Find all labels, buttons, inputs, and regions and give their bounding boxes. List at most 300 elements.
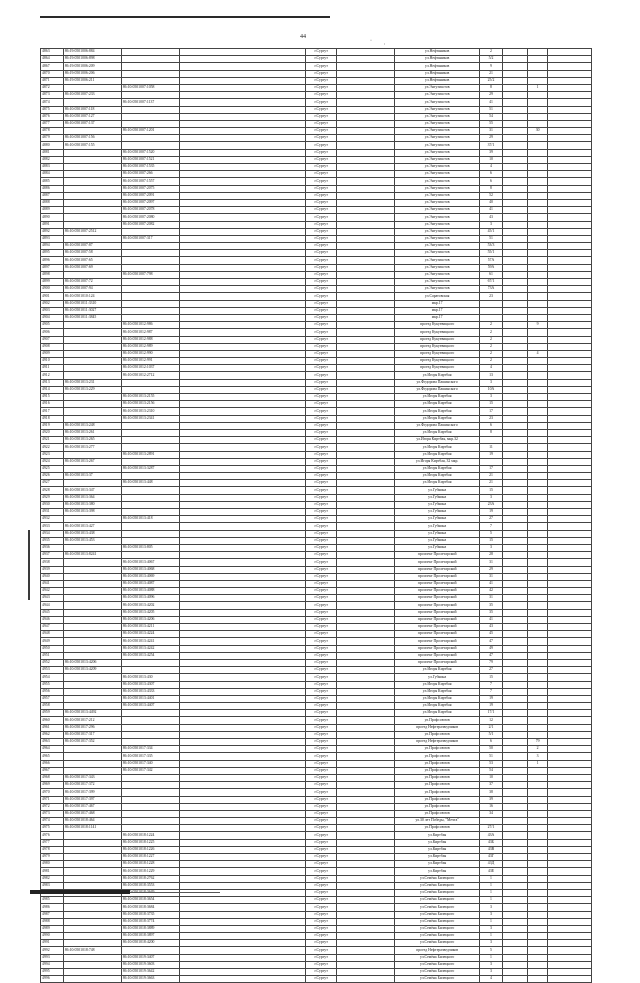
row-number: 4944 bbox=[41, 602, 64, 609]
cadastral-number-alt: 86:10:0501013:4401 bbox=[121, 695, 179, 702]
cadastral-number: 86:10:0501017:296 bbox=[63, 724, 121, 731]
blank-cell bbox=[502, 947, 527, 954]
street-cell: ул.Энтузиастов bbox=[395, 243, 480, 250]
row-number: 4964 bbox=[41, 746, 64, 753]
extra-cell bbox=[527, 731, 548, 738]
blank-cell bbox=[337, 717, 395, 724]
cadastral-number: 86:10:0501007:155 bbox=[63, 142, 121, 149]
blank-cell bbox=[548, 415, 592, 422]
row-number: 4976 bbox=[41, 832, 64, 839]
table-row bbox=[41, 99, 592, 106]
blank-cell bbox=[337, 861, 395, 868]
house-cell: 41 bbox=[480, 207, 503, 214]
blank-cell bbox=[337, 530, 395, 537]
table-row bbox=[41, 796, 592, 803]
row-number: 4945 bbox=[41, 609, 64, 616]
blank-cell bbox=[548, 767, 592, 774]
cadastral-number bbox=[63, 451, 121, 458]
table-row bbox=[41, 566, 592, 573]
row-number: 4952 bbox=[41, 659, 64, 666]
blank-cell bbox=[502, 609, 527, 616]
extra-cell bbox=[527, 774, 548, 781]
house-cell: 40 bbox=[480, 199, 503, 206]
blank-cell bbox=[179, 897, 305, 904]
cadastral-number: 86:10:0501010:124 bbox=[63, 293, 121, 300]
city-cell: г.Сургут bbox=[306, 243, 337, 250]
row-number: 4963 bbox=[41, 739, 64, 746]
table-row bbox=[41, 422, 592, 429]
extra-cell bbox=[527, 70, 548, 77]
house-cell: 19 bbox=[480, 703, 503, 710]
house-cell: 23 bbox=[480, 415, 503, 422]
row-number: 4985 bbox=[41, 897, 64, 904]
cadastral-number-alt: 86:10:0501013:2156 bbox=[121, 401, 179, 408]
blank-cell bbox=[337, 537, 395, 544]
cadastral-number bbox=[63, 99, 121, 106]
house-cell: 61 bbox=[480, 271, 503, 278]
row-number: 4961 bbox=[41, 724, 64, 731]
cadastral-number: 86:10:0501017:467 bbox=[63, 803, 121, 810]
blank-cell bbox=[548, 703, 592, 710]
blank-cell bbox=[179, 49, 305, 56]
blank-cell bbox=[337, 882, 395, 889]
table-row bbox=[41, 674, 592, 681]
row-number: 4888 bbox=[41, 199, 64, 206]
blank-cell bbox=[179, 415, 305, 422]
blank-cell bbox=[502, 832, 527, 839]
blank-cell bbox=[502, 544, 527, 551]
blank-cell bbox=[502, 710, 527, 717]
house-cell: 51 bbox=[480, 106, 503, 113]
row-number: 4900 bbox=[41, 286, 64, 293]
city-cell: г.Сургут bbox=[306, 746, 337, 753]
street-cell: ул.Энтузиастов bbox=[395, 99, 480, 106]
blank-cell bbox=[502, 422, 527, 429]
blank-cell bbox=[548, 753, 592, 760]
cadastral-number-alt: 86:10:0501013:4067 bbox=[121, 559, 179, 566]
street-cell: ул.Семёна Билецкого bbox=[395, 925, 480, 932]
street-cell: ул.Игоря Киртбая bbox=[395, 444, 480, 451]
blank-cell bbox=[179, 171, 305, 178]
row-number: 4958 bbox=[41, 703, 64, 710]
cadastral-number-alt: 86:10:0501013:4205 bbox=[121, 609, 179, 616]
blank-cell bbox=[502, 135, 527, 142]
register-body bbox=[41, 49, 592, 983]
blank-cell bbox=[502, 250, 527, 257]
city-cell: г.Сургут bbox=[306, 918, 337, 925]
blank-cell bbox=[179, 271, 305, 278]
street-cell: ул.Игоря Киртбая bbox=[395, 681, 480, 688]
extra-cell bbox=[527, 839, 548, 846]
street-cell: ул.Профсоюзов bbox=[395, 774, 480, 781]
blank-cell bbox=[179, 854, 305, 861]
city-cell: г.Сургут bbox=[306, 250, 337, 257]
cadastral-number-alt: 86:10:0501007:266 bbox=[121, 171, 179, 178]
house-cell: 19 bbox=[480, 509, 503, 516]
cadastral-number: 86:10:0501013:267 bbox=[63, 458, 121, 465]
city-cell: г.Сургут bbox=[306, 56, 337, 63]
blank-cell bbox=[548, 480, 592, 487]
cadastral-number-alt bbox=[121, 731, 179, 738]
house-cell: 29 bbox=[480, 135, 503, 142]
city-cell: г.Сургут bbox=[306, 99, 337, 106]
table-row bbox=[41, 803, 592, 810]
house-cell: 67/1 bbox=[480, 279, 503, 286]
city-cell: г.Сургут bbox=[306, 954, 337, 961]
row-number: 4925 bbox=[41, 465, 64, 472]
city-cell: г.Сургут bbox=[306, 925, 337, 932]
house-cell: 5/1 bbox=[480, 731, 503, 738]
city-cell: г.Сургут bbox=[306, 358, 337, 365]
table-row bbox=[41, 437, 592, 444]
blank-cell bbox=[179, 825, 305, 832]
row-number: 4923 bbox=[41, 451, 64, 458]
cadastral-number-alt: 86:10:0501012:986 bbox=[121, 322, 179, 329]
cadastral-number-alt bbox=[121, 458, 179, 465]
row-number: 4910 bbox=[41, 358, 64, 365]
blank-cell bbox=[548, 652, 592, 659]
table-row bbox=[41, 882, 592, 889]
cadastral-number-alt: 86:10:0501012:988 bbox=[121, 336, 179, 343]
city-cell: г.Сургут bbox=[306, 185, 337, 192]
table-row bbox=[41, 573, 592, 580]
city-cell: г.Сургут bbox=[306, 947, 337, 954]
street-cell: ул.Губкина bbox=[395, 537, 480, 544]
house-cell: 41 bbox=[480, 99, 503, 106]
blank-cell bbox=[179, 573, 305, 580]
blank-cell bbox=[502, 882, 527, 889]
cadastral-number-alt: 86:10:0501018:1224 bbox=[121, 832, 179, 839]
table-row bbox=[41, 731, 592, 738]
table-row bbox=[41, 717, 592, 724]
blank-cell bbox=[502, 199, 527, 206]
blank-cell bbox=[502, 595, 527, 602]
blank-cell bbox=[502, 429, 527, 436]
city-cell: г.Сургут bbox=[306, 544, 337, 551]
blank-cell bbox=[502, 911, 527, 918]
blank-cell bbox=[179, 221, 305, 228]
table-row bbox=[41, 588, 592, 595]
blank-cell bbox=[179, 358, 305, 365]
blank-cell bbox=[548, 429, 592, 436]
city-cell: г.Сургут bbox=[306, 63, 337, 70]
row-number: 4922 bbox=[41, 444, 64, 451]
house-cell: 1 bbox=[480, 897, 503, 904]
cadastral-number-alt bbox=[121, 70, 179, 77]
house-cell: 6 bbox=[480, 739, 503, 746]
blank-cell bbox=[502, 271, 527, 278]
cadastral-number: 86:10:0501007:72 bbox=[63, 279, 121, 286]
street-cell: ул.Профсоюзов bbox=[395, 717, 480, 724]
blank-cell bbox=[337, 487, 395, 494]
city-cell: г.Сургут bbox=[306, 422, 337, 429]
cadastral-number: 86:10:0501013:261 bbox=[63, 429, 121, 436]
city-cell: г.Сургут bbox=[306, 868, 337, 875]
city-cell: г.Сургут bbox=[306, 731, 337, 738]
city-cell: г.Сургут bbox=[306, 192, 337, 199]
house-cell: 35 bbox=[480, 609, 503, 616]
city-cell: г.Сургут bbox=[306, 235, 337, 242]
house-cell: 6 bbox=[480, 178, 503, 185]
house-cell: 19 bbox=[480, 695, 503, 702]
city-cell: г.Сургут bbox=[306, 113, 337, 120]
table-row bbox=[41, 84, 592, 91]
row-number: 4959 bbox=[41, 710, 64, 717]
blank-cell bbox=[548, 688, 592, 695]
table-row bbox=[41, 164, 592, 171]
street-cell: ул.Киртбая bbox=[395, 861, 480, 868]
cadastral-number-alt bbox=[121, 825, 179, 832]
street-cell: ул.Семёна Билецкого bbox=[395, 889, 480, 896]
extra-cell bbox=[527, 214, 548, 221]
cadastral-number: 86:10:0501013:438 bbox=[63, 530, 121, 537]
house-cell: 2 bbox=[480, 336, 503, 343]
blank-cell bbox=[179, 365, 305, 372]
blank-cell bbox=[179, 969, 305, 976]
cadastral-number-alt bbox=[121, 422, 179, 429]
house-cell: 51 bbox=[480, 235, 503, 242]
blank-cell bbox=[337, 552, 395, 559]
blank-cell bbox=[179, 192, 305, 199]
extra-cell bbox=[527, 796, 548, 803]
cadastral-number-alt: 86:10:0501007:1557 bbox=[121, 178, 179, 185]
street-cell: ул.Игоря Киртбая bbox=[395, 480, 480, 487]
street-cell: ул.Энтузиастов bbox=[395, 250, 480, 257]
house-cell: 10А bbox=[480, 386, 503, 393]
cadastral-number: 86:10:0501011:3845 bbox=[63, 314, 121, 321]
house-cell: 1 bbox=[480, 933, 503, 940]
blank-cell bbox=[548, 77, 592, 84]
extra-cell bbox=[527, 415, 548, 422]
cadastral-number bbox=[63, 394, 121, 401]
extra-cell bbox=[527, 501, 548, 508]
house-cell: 3 bbox=[480, 969, 503, 976]
city-cell: г.Сургут bbox=[306, 681, 337, 688]
cadastral-number: 86:10:0501013:347 bbox=[63, 487, 121, 494]
blank-cell bbox=[548, 918, 592, 925]
street-cell: ул.Энтузиастов bbox=[395, 106, 480, 113]
city-cell: г.Сургут bbox=[306, 264, 337, 271]
extra-cell bbox=[527, 825, 548, 832]
blank-cell bbox=[337, 710, 395, 717]
blank-cell bbox=[548, 925, 592, 932]
blank-cell bbox=[179, 185, 305, 192]
blank-cell bbox=[337, 264, 395, 271]
blank-cell bbox=[502, 92, 527, 99]
house-cell: 27 bbox=[480, 667, 503, 674]
cadastral-number-alt: 86:10:0501013:4307 bbox=[121, 681, 179, 688]
cadastral-number bbox=[63, 178, 121, 185]
bottom-rule-thin bbox=[130, 892, 220, 893]
cadastral-number bbox=[63, 861, 121, 868]
blank-cell bbox=[337, 307, 395, 314]
extra-cell bbox=[527, 199, 548, 206]
blank-cell bbox=[548, 976, 592, 983]
city-cell: г.Сургут bbox=[306, 861, 337, 868]
table-row bbox=[41, 156, 592, 163]
blank-cell bbox=[502, 552, 527, 559]
street-cell: ул.Игоря Киртбая, мкр.32 bbox=[395, 437, 480, 444]
table-row bbox=[41, 336, 592, 343]
table-row bbox=[41, 473, 592, 480]
extra-cell bbox=[527, 595, 548, 602]
extra-cell bbox=[527, 444, 548, 451]
blank-cell bbox=[548, 954, 592, 961]
house-cell: 8 bbox=[480, 429, 503, 436]
blank-cell bbox=[502, 925, 527, 932]
blank-cell bbox=[548, 839, 592, 846]
cadastral-number-alt bbox=[121, 120, 179, 127]
cadastral-number-alt bbox=[121, 710, 179, 717]
street-cell: ул.Энтузиастов bbox=[395, 178, 480, 185]
cadastral-number bbox=[63, 961, 121, 968]
extra-cell bbox=[527, 235, 548, 242]
blank-cell bbox=[548, 789, 592, 796]
row-number: 4994 bbox=[41, 961, 64, 968]
blank-cell bbox=[548, 142, 592, 149]
blank-cell bbox=[548, 846, 592, 853]
table-row bbox=[41, 379, 592, 386]
blank-cell bbox=[548, 796, 592, 803]
blank-cell bbox=[548, 135, 592, 142]
extra-cell bbox=[527, 803, 548, 810]
blank-cell bbox=[502, 667, 527, 674]
blank-cell bbox=[548, 149, 592, 156]
cadastral-number-alt bbox=[121, 796, 179, 803]
house-cell: 8 bbox=[480, 185, 503, 192]
house-cell: 59А bbox=[480, 264, 503, 271]
blank-cell bbox=[179, 724, 305, 731]
blank-cell bbox=[337, 624, 395, 631]
row-number: 4886 bbox=[41, 185, 64, 192]
blank-cell bbox=[179, 408, 305, 415]
blank-cell bbox=[179, 487, 305, 494]
street-cell: ул.Профсоюзов bbox=[395, 746, 480, 753]
blank-cell bbox=[502, 207, 527, 214]
house-cell: 1 bbox=[480, 875, 503, 882]
blank-cell bbox=[548, 544, 592, 551]
house-cell: 29 bbox=[480, 566, 503, 573]
row-number: 4863 bbox=[41, 49, 64, 56]
blank-cell bbox=[548, 724, 592, 731]
house-cell: 2 bbox=[480, 343, 503, 350]
table-row bbox=[41, 616, 592, 623]
table-row bbox=[41, 56, 592, 63]
blank-cell bbox=[502, 717, 527, 724]
cadastral-number: 86:10:0501013:231 bbox=[63, 379, 121, 386]
cadastral-number-alt bbox=[121, 501, 179, 508]
blank-cell bbox=[179, 401, 305, 408]
cadastral-number: 86:10:0501017:468 bbox=[63, 810, 121, 817]
cadastral-number: 86:10:0501007:137 bbox=[63, 120, 121, 127]
cadastral-number bbox=[63, 839, 121, 846]
row-number: 4892 bbox=[41, 228, 64, 235]
blank-cell bbox=[548, 250, 592, 257]
house-cell: 3 bbox=[480, 961, 503, 968]
house-cell: 2 bbox=[480, 350, 503, 357]
row-number: 4980 bbox=[41, 861, 64, 868]
street-cell: проезд Нефтеразведчиков bbox=[395, 947, 480, 954]
city-cell: г.Сургут bbox=[306, 911, 337, 918]
street-cell: ул.Энтузиастов bbox=[395, 128, 480, 135]
city-cell: г.Сургут bbox=[306, 120, 337, 127]
table-row bbox=[41, 465, 592, 472]
blank-cell bbox=[502, 530, 527, 537]
table-row bbox=[41, 106, 592, 113]
cadastral-number-alt: 86:10:0501012:989 bbox=[121, 343, 179, 350]
extra-cell bbox=[527, 372, 548, 379]
blank-cell bbox=[502, 674, 527, 681]
house-cell: 53 bbox=[480, 760, 503, 767]
blank-cell bbox=[548, 84, 592, 91]
city-cell: г.Сургут bbox=[306, 760, 337, 767]
street-cell: ул.Нефтяников bbox=[395, 49, 480, 56]
house-cell: 3 bbox=[480, 911, 503, 918]
row-number: 4916 bbox=[41, 401, 64, 408]
house-cell: 3 bbox=[480, 940, 503, 947]
extra-cell bbox=[527, 703, 548, 710]
blank-cell bbox=[548, 947, 592, 954]
blank-cell bbox=[179, 774, 305, 781]
house-cell: 3 bbox=[480, 494, 503, 501]
city-cell: г.Сургут bbox=[306, 221, 337, 228]
street-cell: ул.Профсоюзов bbox=[395, 782, 480, 789]
blank-cell bbox=[502, 969, 527, 976]
blank-cell bbox=[179, 164, 305, 171]
blank-cell bbox=[548, 897, 592, 904]
house-cell: 6 bbox=[480, 422, 503, 429]
blank-cell bbox=[502, 343, 527, 350]
cadastral-number-alt: 86:10:0501007:2075 bbox=[121, 185, 179, 192]
city-cell: г.Сургут bbox=[306, 480, 337, 487]
street-cell: ул.Энтузиастов bbox=[395, 207, 480, 214]
cadastral-number: 86:10:0501013:8241 bbox=[63, 552, 121, 559]
extra-cell bbox=[527, 854, 548, 861]
blank-cell bbox=[337, 659, 395, 666]
cadastral-number-alt bbox=[121, 257, 179, 264]
street-cell: ул.Профсоюзов bbox=[395, 825, 480, 832]
city-cell: г.Сургут bbox=[306, 429, 337, 436]
table-row bbox=[41, 77, 592, 84]
row-number: 4929 bbox=[41, 494, 64, 501]
cadastral-number-alt: 86:10:0501013:4068 bbox=[121, 566, 179, 573]
row-number: 4918 bbox=[41, 415, 64, 422]
blank-cell bbox=[548, 782, 592, 789]
row-number: 4921 bbox=[41, 437, 64, 444]
extra-cell: 2 bbox=[527, 746, 548, 753]
blank-cell bbox=[502, 659, 527, 666]
house-cell: 31 bbox=[480, 573, 503, 580]
street-cell: ул.Игоря Киртбая, 32 мкр. bbox=[395, 458, 480, 465]
blank-cell bbox=[502, 379, 527, 386]
cadastral-number bbox=[63, 681, 121, 688]
blank-cell bbox=[548, 56, 592, 63]
street-cell: ул.Нефтяников bbox=[395, 70, 480, 77]
cadastral-number-alt: 86:10:0501013:2155 bbox=[121, 394, 179, 401]
table-row bbox=[41, 897, 592, 904]
house-cell: 6 bbox=[480, 171, 503, 178]
cadastral-number-alt bbox=[121, 789, 179, 796]
blank-cell bbox=[502, 365, 527, 372]
cadastral-number-alt bbox=[121, 774, 179, 781]
street-cell: ул.Семёна Билецкого bbox=[395, 897, 480, 904]
blank-cell bbox=[548, 580, 592, 587]
blank-cell bbox=[337, 918, 395, 925]
city-cell: г.Сургут bbox=[306, 638, 337, 645]
street-cell: ул.Профсоюзов bbox=[395, 810, 480, 817]
table-row bbox=[41, 746, 592, 753]
blank-cell bbox=[548, 616, 592, 623]
